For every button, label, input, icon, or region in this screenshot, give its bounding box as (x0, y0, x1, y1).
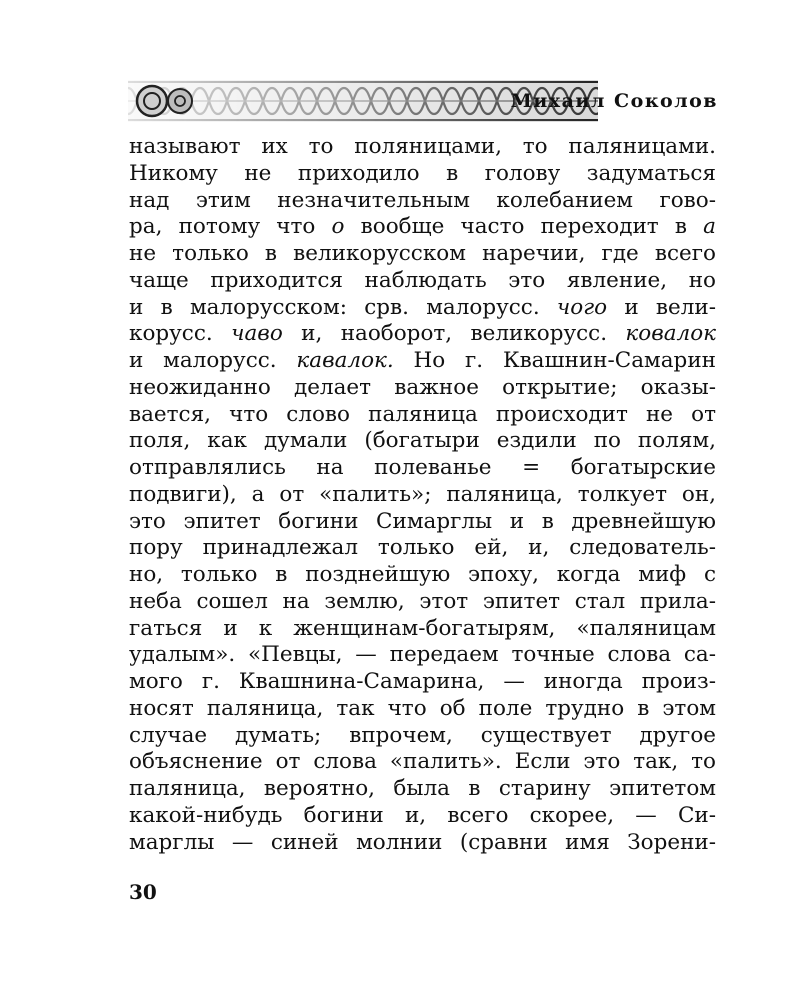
running-header (128, 76, 720, 124)
text-line: и в малорусском: срв. малорусс. чого и вели- (129, 294, 716, 320)
italic-word: чого (556, 294, 608, 320)
running-header-author: Михаил Соколов (510, 90, 718, 112)
italic-word: ковалок (625, 321, 717, 347)
text-line: поля, как думали (богатыри ездили по полям, (129, 428, 716, 454)
text-line: неба сошел на землю, этот эпитет стал прила- (129, 588, 716, 614)
text-line: объяснение от слова «палить». Если это так, то (129, 749, 716, 775)
text-line: случае думать; впрочем, существует другое (129, 722, 716, 748)
italic-word: о (331, 214, 345, 240)
text-line: не только в великорусском наречии, где всего (129, 241, 716, 266)
italic-word: а (703, 214, 716, 240)
text-line: гаться и к женщинам-богатырям, «паляницам (129, 615, 716, 641)
text-line: над этим незначительным колебанием гово- (129, 187, 716, 213)
italic-word: кавалок. (296, 348, 394, 373)
text-line: пору принадлежал только ей, и, следователь- (129, 535, 716, 561)
text-line: но, только в позднейшую эпоху, когда миф с (129, 562, 716, 587)
text-line: какой-нибудь богини и, всего скорее, — Си- (129, 802, 716, 828)
text-line: и малорусс. кавалок. Но г. Квашнин-Самарин (129, 348, 716, 373)
text-line: это эпитет богини Симарглы и в древнейшую (129, 508, 716, 534)
body-text (129, 134, 716, 856)
text-line: марглы — синей молнии (сравни имя Зорени- (129, 829, 716, 855)
text-line: называют их то поляницами, то паляницами. (129, 134, 716, 159)
text-line: носят паляница, так что об поле трудно в этом (129, 695, 716, 721)
text-line: подвиги), а от «палить»; паляница, толкует он, (129, 481, 716, 507)
page-number: 30 (129, 880, 157, 904)
text-line: паляница, вероятно, была в старину эпитетом (129, 776, 716, 801)
text-line: ра, потому что о вообще часто переходит в а (129, 214, 716, 240)
text-line: корусс. чаво и, наоборот, великорусс. ковалок (129, 321, 717, 347)
text-line: отправлялись на полеванье = богатырские (129, 455, 716, 480)
text-line: вается, что слово паляница происходит не от (129, 401, 716, 427)
text-line: удалым». «Певцы, — передаем точные слова са- (129, 642, 716, 668)
text-line: неожиданно делает важное открытие; оказы- (129, 374, 716, 400)
italic-word: чаво (231, 321, 283, 347)
text-line: Никому не приходило в голову задуматься (129, 160, 716, 186)
text-line: мого г. Квашнина-Самарина, — иногда произ- (129, 669, 716, 694)
text-line: чаще приходится наблюдать это явление, но (129, 267, 716, 293)
